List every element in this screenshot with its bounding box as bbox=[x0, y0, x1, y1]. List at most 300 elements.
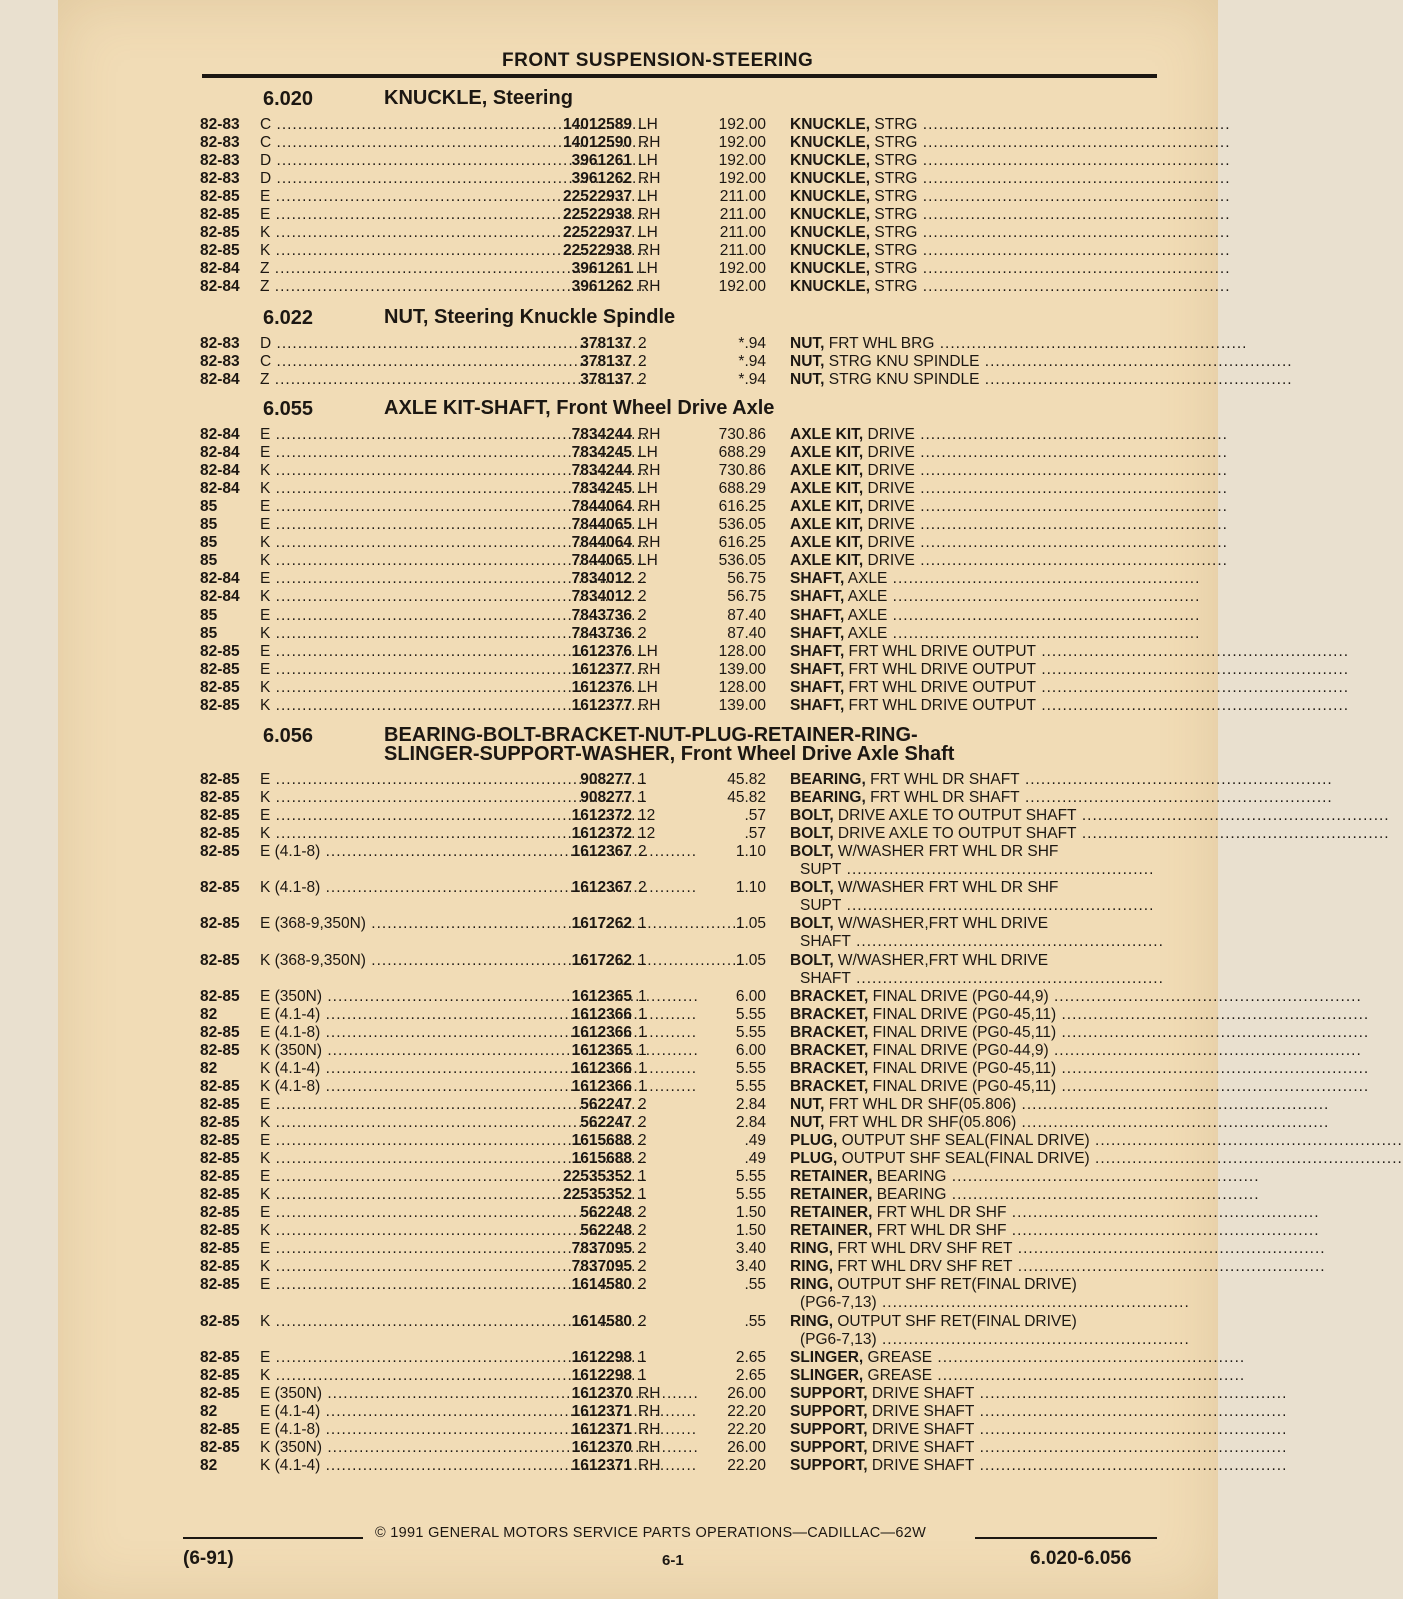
parts-row bbox=[0, 1132, 1403, 1150]
price: 56.75 bbox=[727, 570, 766, 588]
quantity: 1 bbox=[638, 951, 647, 969]
model-year: 82-84 bbox=[200, 260, 240, 278]
model-code: Z ..... bbox=[260, 278, 530, 296]
model-code: D ..... bbox=[260, 335, 530, 353]
quantity: RH bbox=[638, 1384, 661, 1402]
description: RETAINER, BEARING .......................................................... bbox=[790, 1168, 1260, 1186]
quantity: 2 bbox=[638, 1258, 647, 1276]
description-detail: FRT WHL DRIVE OUTPUT bbox=[844, 660, 1037, 678]
parts-row bbox=[0, 825, 1390, 843]
description: SLINGER, GREASE .......................................................... bbox=[790, 1348, 1246, 1366]
footer-rule-left bbox=[183, 1537, 363, 1539]
parts-row bbox=[0, 206, 1275, 224]
header-rule bbox=[202, 74, 1157, 78]
price: 128.00 bbox=[718, 678, 766, 696]
model-year: 82-84 bbox=[200, 444, 240, 462]
description: BRACKET, FINAL DRIVE (PG0-45,11) .......................................................... bbox=[790, 1059, 1370, 1077]
price: 2.65 bbox=[735, 1348, 766, 1366]
quantity: LH bbox=[638, 152, 658, 170]
quantity: 2 bbox=[638, 1240, 647, 1258]
model-year: 82-85 bbox=[200, 696, 240, 714]
description-keyword: KNUCKLE, bbox=[790, 170, 871, 188]
model-code: K (368-9,350N) ..... bbox=[260, 952, 530, 970]
description-detail: BEARING bbox=[872, 1168, 947, 1186]
description-detail: FRT WHL DRIVE OUTPUT bbox=[844, 642, 1037, 660]
description-keyword: BEARING, bbox=[790, 789, 866, 807]
part-number: 3961262 bbox=[571, 170, 632, 188]
description-keyword: KNUCKLE, bbox=[790, 152, 871, 170]
part-number: 14012589 bbox=[563, 116, 632, 133]
model-year: 82-83 bbox=[200, 335, 240, 352]
price: 3.40 bbox=[735, 1240, 766, 1258]
description-detail: GREASE bbox=[863, 1348, 933, 1366]
part-number: 7834245 bbox=[571, 480, 632, 498]
description-detail: AXLE bbox=[844, 606, 888, 624]
model-code: E ..... bbox=[260, 206, 530, 224]
description: SHAFT, FRT WHL DRIVE OUTPUT .......................................................... bbox=[790, 660, 1350, 678]
model-year: 82-85 bbox=[200, 1113, 240, 1131]
model-code: E ..... bbox=[260, 661, 530, 679]
model-year: 82-85 bbox=[200, 1077, 240, 1095]
model-code: E ..... bbox=[260, 1168, 530, 1186]
model-code: D ..... bbox=[260, 170, 530, 188]
quantity: 1 bbox=[638, 1186, 647, 1204]
quantity: RH bbox=[638, 534, 661, 552]
quantity: 2 bbox=[638, 335, 647, 352]
description: AXLE KIT, DRIVE .......................................................... bbox=[790, 552, 1228, 570]
quantity: 2 bbox=[638, 1276, 647, 1294]
model-code: Z ..... bbox=[260, 371, 530, 389]
section-title: BEARING-BOLT-BRACKET-NUT-PLUG-RETAINER-RING- bbox=[384, 724, 918, 746]
quantity: RH bbox=[638, 206, 661, 224]
model-code: E ..... bbox=[260, 1276, 530, 1294]
part-number: 1615688 bbox=[571, 1150, 632, 1168]
model-year: 82-85 bbox=[200, 987, 240, 1005]
price: 87.40 bbox=[727, 606, 766, 624]
model-code: E (4.1-4) ..... bbox=[260, 1006, 530, 1024]
part-number: 7844065 bbox=[571, 516, 632, 534]
description-keyword: BRACKET, bbox=[790, 1041, 869, 1059]
part-number: 22522937 bbox=[563, 188, 632, 206]
parts-row bbox=[0, 116, 1275, 134]
model-code: K ..... bbox=[260, 588, 530, 606]
description-detail: STRG bbox=[870, 278, 918, 296]
model-year: 82-85 bbox=[200, 1132, 240, 1149]
parts-row bbox=[0, 588, 1275, 606]
description-detail: DRIVE bbox=[863, 462, 915, 480]
price: 1.50 bbox=[735, 1204, 766, 1222]
model-year: 82-85 bbox=[200, 843, 240, 861]
description-keyword: BRACKET, bbox=[790, 1023, 869, 1041]
quantity: 2 bbox=[638, 1222, 647, 1240]
description: BRACKET, FINAL DRIVE (PG0-44,9) .......................................................... bbox=[790, 987, 1362, 1005]
description: KNUCKLE, STRG .......................................................... bbox=[790, 224, 1231, 242]
part-number: 3961261 bbox=[571, 152, 632, 170]
model-year: 85 bbox=[200, 606, 218, 624]
description-detail: OUTPUT SHF SEAL(FINAL DRIVE) bbox=[837, 1132, 1090, 1149]
description: BOLT, DRIVE AXLE TO OUTPUT SHAFT .......................................................... bbox=[790, 807, 1390, 825]
description-continuation: SHAFT .......................................................... bbox=[800, 969, 1164, 987]
description-detail: DRIVE SHAFT bbox=[867, 1456, 975, 1474]
quantity: 12 bbox=[638, 825, 656, 843]
description: AXLE KIT, DRIVE .......................................................... bbox=[790, 498, 1228, 516]
price: 1.10 bbox=[735, 879, 766, 897]
parts-row bbox=[0, 134, 1275, 152]
price: 192.00 bbox=[718, 260, 766, 278]
description bbox=[790, 879, 1158, 897]
part-number: 1612367 bbox=[571, 843, 632, 861]
price: 730.86 bbox=[718, 426, 766, 443]
model-year: 82-85 bbox=[200, 224, 240, 242]
description: NUT, FRT WHL BRG .......................................................... bbox=[790, 335, 1248, 352]
quantity: 1 bbox=[638, 987, 647, 1005]
description-continuation-text: SHAFT bbox=[800, 969, 851, 987]
section-title: KNUCKLE, Steering bbox=[384, 87, 573, 109]
model-code: K ..... bbox=[260, 534, 530, 552]
description-keyword: SUPPORT, bbox=[790, 1438, 868, 1456]
description-keyword: SHAFT, bbox=[790, 606, 845, 624]
description-detail: FRT WHL DR SHAFT bbox=[865, 789, 1020, 807]
section-number: 6.020 bbox=[263, 88, 314, 110]
description-detail: FINAL DRIVE (PG0-45,11) bbox=[868, 1077, 1057, 1095]
parts-row bbox=[0, 1384, 1288, 1403]
description-keyword: SHAFT, bbox=[790, 660, 845, 678]
description-detail: DRIVE SHAFT bbox=[867, 1438, 975, 1456]
description-detail: OUTPUT SHF SEAL(FINAL DRIVE) bbox=[837, 1150, 1090, 1168]
model-year: 82-83 bbox=[200, 170, 240, 188]
model-year: 82-85 bbox=[200, 825, 240, 843]
parts-row bbox=[0, 426, 1275, 444]
parts-row bbox=[0, 242, 1275, 260]
parts-row bbox=[0, 1186, 1275, 1204]
description: BRACKET, FINAL DRIVE (PG0-45,11) .......................................................... bbox=[790, 1023, 1370, 1041]
model-code: K ..... bbox=[260, 679, 530, 697]
parts-row bbox=[0, 371, 1293, 389]
model-year: 82 bbox=[200, 1456, 218, 1474]
part-number: 1612371 bbox=[571, 1456, 632, 1474]
price: 1.50 bbox=[735, 1222, 766, 1240]
part-number: 7843736 bbox=[571, 606, 632, 624]
description-detail: OUTPUT SHF RET(FINAL DRIVE) bbox=[833, 1312, 1077, 1330]
model-year: 82-84 bbox=[200, 588, 240, 606]
parts-row bbox=[0, 1168, 1275, 1186]
description-keyword: KNUCKLE, bbox=[790, 260, 871, 278]
parts-row bbox=[0, 1367, 1275, 1385]
price: 536.05 bbox=[718, 516, 766, 534]
description bbox=[790, 1276, 1158, 1294]
description-keyword: SHAFT, bbox=[790, 678, 845, 696]
quantity: LH bbox=[638, 552, 658, 570]
part-number: 22535352 bbox=[563, 1168, 632, 1186]
price: 6.00 bbox=[735, 1041, 766, 1059]
price: 536.05 bbox=[718, 552, 766, 570]
model-year: 82-85 bbox=[200, 242, 240, 260]
parts-row bbox=[0, 1005, 1370, 1024]
model-year: 82-84 bbox=[200, 570, 240, 588]
quantity: RH bbox=[638, 660, 661, 678]
price: .55 bbox=[744, 1312, 766, 1330]
price: 688.29 bbox=[718, 480, 766, 498]
price: 688.29 bbox=[718, 444, 766, 462]
price: 192.00 bbox=[718, 134, 766, 152]
price: 211.00 bbox=[719, 206, 766, 224]
model-year: 82-85 bbox=[200, 660, 240, 678]
part-number: 1612376 bbox=[571, 678, 632, 696]
description-keyword: SUPPORT, bbox=[790, 1420, 868, 1438]
quantity: 2 bbox=[638, 1113, 647, 1131]
model-year: 85 bbox=[200, 516, 218, 534]
description-keyword: KNUCKLE, bbox=[790, 116, 871, 133]
description-keyword: SUPPORT, bbox=[790, 1456, 868, 1474]
quantity: RH bbox=[638, 1420, 661, 1438]
section-title: AXLE KIT-SHAFT, Front Wheel Drive Axle bbox=[384, 397, 775, 419]
description-detail: STRG KNU SPINDLE bbox=[824, 353, 980, 371]
description-keyword: AXLE KIT, bbox=[790, 534, 864, 552]
description-keyword: BOLT, bbox=[790, 879, 834, 897]
description-keyword: SHAFT, bbox=[790, 696, 845, 714]
parts-row bbox=[0, 1456, 1288, 1475]
description: NUT, FRT WHL DR SHF(05.806) .......................................................... bbox=[790, 1095, 1330, 1113]
quantity: 2 bbox=[638, 371, 647, 389]
quantity: RH bbox=[638, 498, 661, 516]
parts-row bbox=[0, 1204, 1320, 1222]
part-number: 378137 bbox=[580, 371, 632, 389]
parts-row bbox=[0, 951, 1275, 987]
description-detail: DRIVE AXLE TO OUTPUT SHAFT bbox=[833, 825, 1077, 843]
model-code: K ..... bbox=[260, 1114, 530, 1132]
model-year: 85 bbox=[200, 624, 218, 642]
description: BOLT, DRIVE AXLE TO OUTPUT SHAFT .......................................................... bbox=[790, 825, 1390, 843]
model-year: 82-85 bbox=[200, 1186, 240, 1204]
description-detail: BEARING bbox=[872, 1186, 947, 1204]
model-year: 82-85 bbox=[200, 188, 240, 206]
quantity: RH bbox=[638, 1402, 661, 1420]
price: 45.82 bbox=[727, 771, 766, 788]
price: 5.55 bbox=[735, 1023, 766, 1041]
description-keyword: RING, bbox=[790, 1312, 834, 1330]
quantity: 1 bbox=[638, 1366, 647, 1384]
description-detail: FINAL DRIVE (PG0-44,9) bbox=[868, 987, 1049, 1005]
part-number: 908277 bbox=[580, 771, 632, 788]
description-detail: DRIVE bbox=[863, 480, 915, 498]
price: 192.00 bbox=[718, 170, 766, 188]
price: 139.00 bbox=[718, 660, 766, 678]
model-year: 82-85 bbox=[200, 1366, 240, 1384]
price: 1.10 bbox=[735, 843, 766, 861]
part-number: 22522937 bbox=[563, 224, 632, 242]
price: 616.25 bbox=[718, 498, 766, 516]
quantity: 2 bbox=[638, 1095, 647, 1113]
part-number: 3961261 bbox=[571, 260, 632, 278]
description-detail: DRIVE SHAFT bbox=[867, 1384, 975, 1402]
model-code: K (350N) ..... bbox=[260, 1439, 530, 1457]
model-code: K ..... bbox=[260, 462, 530, 480]
model-year: 82-84 bbox=[200, 278, 240, 296]
quantity: LH bbox=[638, 516, 658, 534]
description-keyword: SHAFT, bbox=[790, 642, 845, 660]
model-year: 82-83 bbox=[200, 134, 240, 152]
description-keyword: KNUCKLE, bbox=[790, 188, 871, 206]
parts-row bbox=[0, 1023, 1370, 1042]
description-detail: DRIVE bbox=[863, 444, 915, 462]
price: .55 bbox=[744, 1276, 766, 1294]
part-number: 1612366 bbox=[571, 1059, 632, 1077]
model-year: 82-84 bbox=[200, 462, 240, 480]
description: AXLE KIT, DRIVE .......................................................... bbox=[790, 444, 1228, 462]
description-keyword: AXLE KIT, bbox=[790, 552, 864, 570]
description-keyword: AXLE KIT, bbox=[790, 516, 864, 534]
description-keyword: BRACKET, bbox=[790, 987, 869, 1005]
part-number: 1612366 bbox=[571, 1005, 632, 1023]
part-number: 1612298 bbox=[571, 1366, 632, 1384]
price: 5.55 bbox=[735, 1005, 766, 1023]
description-continuation-text: SHAFT bbox=[800, 933, 851, 951]
quantity: 2 bbox=[638, 1204, 647, 1222]
description-continuation: SUPT .......................................................... bbox=[800, 897, 1155, 915]
description-keyword: KNUCKLE, bbox=[790, 134, 871, 152]
description-detail: FRT WHL DR SHF(05.806) bbox=[824, 1113, 1017, 1131]
model-year: 82-85 bbox=[200, 1204, 240, 1222]
description-detail: FRT WHL DRV SHF RET bbox=[833, 1240, 1013, 1258]
quantity: 2 bbox=[638, 353, 647, 371]
description: AXLE KIT, DRIVE .......................................................... bbox=[790, 516, 1228, 534]
model-code: K ..... bbox=[260, 1222, 530, 1240]
model-code: K (4.1-8) ..... bbox=[260, 879, 530, 897]
model-year: 82-84 bbox=[200, 480, 240, 498]
description-keyword: PLUG, bbox=[790, 1132, 838, 1149]
model-year: 85 bbox=[200, 498, 218, 516]
model-year: 82-85 bbox=[200, 642, 240, 660]
model-code: K ..... bbox=[260, 224, 530, 242]
description-keyword: KNUCKLE, bbox=[790, 278, 871, 296]
quantity: LH bbox=[638, 224, 658, 242]
price: 22.20 bbox=[727, 1420, 766, 1438]
parts-row bbox=[0, 1276, 1275, 1312]
price: 2.65 bbox=[735, 1366, 766, 1384]
part-number: 1614580 bbox=[571, 1312, 632, 1330]
description-detail: FRT WHL DRIVE OUTPUT bbox=[844, 696, 1037, 714]
description-detail: FRT WHL DR SHF bbox=[872, 1204, 1007, 1222]
description-continuation: SHAFT .......................................................... bbox=[800, 933, 1164, 951]
description-keyword: PLUG, bbox=[790, 1150, 838, 1168]
footer-copyright: © 1991 GENERAL MOTORS SERVICE PARTS OPERATIONS—CADILLAC—62W bbox=[375, 1525, 927, 1541]
model-year: 82 bbox=[200, 1402, 218, 1420]
model-code: E ..... bbox=[260, 188, 530, 206]
description-keyword: KNUCKLE, bbox=[790, 224, 871, 242]
quantity: 1 bbox=[638, 789, 647, 807]
quantity: LH bbox=[638, 444, 658, 462]
part-number: 1612376 bbox=[571, 642, 632, 660]
model-year: 82-85 bbox=[200, 1384, 240, 1402]
section-number: 6.055 bbox=[263, 398, 314, 420]
part-number: 7834245 bbox=[571, 444, 632, 462]
description-detail: FRT WHL DR SHF(05.806) bbox=[824, 1095, 1017, 1113]
description-keyword: SHAFT, bbox=[790, 570, 845, 588]
part-number: 1614580 bbox=[571, 1276, 632, 1294]
model-code: E ..... bbox=[260, 516, 530, 534]
model-code: E (350N) ..... bbox=[260, 1385, 530, 1403]
description-detail: FRT WHL DR SHAFT bbox=[865, 771, 1020, 788]
description-detail: FINAL DRIVE (PG0-44,9) bbox=[868, 1041, 1049, 1059]
part-number: 908277 bbox=[580, 789, 632, 807]
description-detail: OUTPUT SHF RET(FINAL DRIVE) bbox=[833, 1276, 1077, 1294]
model-year: 82-85 bbox=[200, 1276, 240, 1294]
model-year: 82-85 bbox=[200, 1095, 240, 1113]
part-number: 22522938 bbox=[563, 242, 632, 260]
part-number: 7837095 bbox=[571, 1240, 632, 1258]
description-detail: FRT WHL DRIVE OUTPUT bbox=[844, 678, 1037, 696]
model-code: K ..... bbox=[260, 480, 530, 498]
part-number: 7844064 bbox=[571, 498, 632, 516]
parts-row bbox=[0, 660, 1350, 679]
model-code: C ..... bbox=[260, 353, 530, 371]
description: SHAFT, FRT WHL DRIVE OUTPUT .......................................................... bbox=[790, 642, 1350, 660]
model-year: 82-85 bbox=[200, 807, 240, 825]
description: AXLE KIT, DRIVE .......................................................... bbox=[790, 426, 1228, 443]
part-number: 1617262 bbox=[571, 915, 632, 933]
description: RETAINER, BEARING .......................................................... bbox=[790, 1186, 1260, 1204]
model-year: 82-85 bbox=[200, 951, 240, 969]
price: 22.20 bbox=[727, 1402, 766, 1420]
model-code: E (4.1-4) ..... bbox=[260, 1403, 530, 1421]
part-number: 3961262 bbox=[571, 278, 632, 296]
price: 22.20 bbox=[727, 1456, 766, 1474]
part-number: 1612377 bbox=[571, 660, 632, 678]
part-number: 7844064 bbox=[571, 534, 632, 552]
footer-revision: (6-91) bbox=[183, 1548, 234, 1569]
quantity: 1 bbox=[638, 915, 647, 933]
part-number: 1612370 bbox=[571, 1438, 632, 1456]
description: KNUCKLE, STRG .......................................................... bbox=[790, 134, 1231, 152]
model-code: K (4.1-8) ..... bbox=[260, 1078, 530, 1096]
description-keyword: RING, bbox=[790, 1240, 834, 1258]
description-keyword: AXLE KIT, bbox=[790, 462, 864, 480]
price: 5.55 bbox=[735, 1059, 766, 1077]
description-detail: GREASE bbox=[863, 1366, 933, 1384]
quantity: 2 bbox=[638, 1312, 647, 1330]
model-code: C ..... bbox=[260, 134, 530, 152]
quantity: RH bbox=[638, 1456, 661, 1474]
part-number: 562248 bbox=[580, 1204, 632, 1222]
description-detail: DRIVE bbox=[863, 552, 915, 570]
description-keyword: KNUCKLE, bbox=[790, 206, 871, 224]
description: SUPPORT, DRIVE SHAFT .......................................................... bbox=[790, 1438, 1288, 1456]
quantity: 1 bbox=[638, 1077, 647, 1095]
quantity: LH bbox=[638, 116, 658, 133]
description-detail: FINAL DRIVE (PG0-45,11) bbox=[868, 1023, 1057, 1041]
model-year: 82-85 bbox=[200, 1240, 240, 1258]
quantity: 2 bbox=[638, 624, 647, 642]
description-detail: DRIVE bbox=[863, 516, 915, 534]
price: 1.05 bbox=[735, 951, 766, 969]
model-code: E ..... bbox=[260, 570, 530, 588]
parts-row bbox=[0, 1150, 1403, 1168]
model-code: E ..... bbox=[260, 1204, 530, 1222]
quantity: 1 bbox=[638, 1168, 647, 1186]
part-number: 378137 bbox=[580, 353, 632, 371]
description-keyword: BOLT, bbox=[790, 825, 834, 843]
parts-row bbox=[0, 1438, 1288, 1457]
quantity: 1 bbox=[638, 1348, 647, 1366]
description: KNUCKLE, STRG .......................................................... bbox=[790, 260, 1231, 278]
description-detail: STRG bbox=[870, 206, 918, 224]
parts-row bbox=[0, 1041, 1362, 1060]
description: BEARING, FRT WHL DR SHAFT .......................................................... bbox=[790, 789, 1333, 807]
description-keyword: NUT, bbox=[790, 371, 825, 389]
price: 139.00 bbox=[718, 696, 766, 714]
model-code: E (4.1-8) ..... bbox=[260, 1024, 530, 1042]
part-number: 7834244 bbox=[571, 462, 632, 480]
